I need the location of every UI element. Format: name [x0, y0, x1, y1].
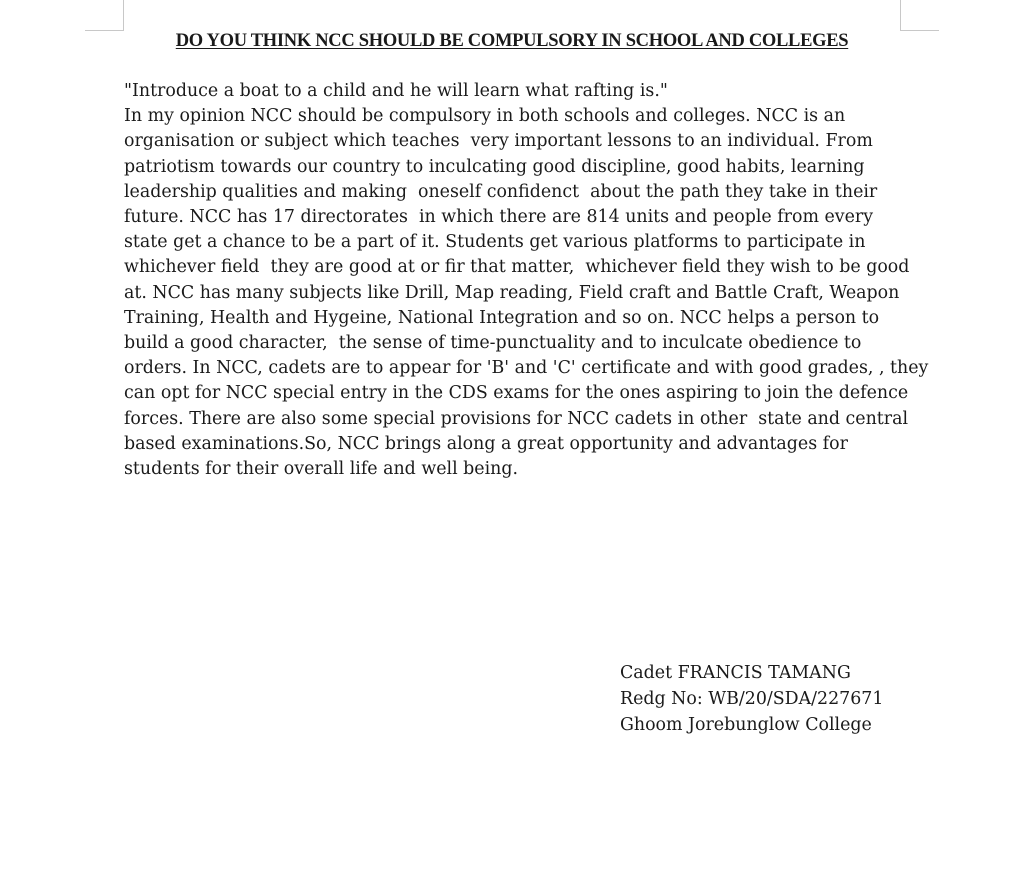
- signature-name: Cadet FRANCIS TAMANG: [620, 663, 851, 683]
- signature-registration: Redg No: WB/20/SDA/227671: [620, 689, 884, 709]
- essay-line: future. NCC has 17 directorates in which there are 814 units and people from every: [124, 207, 874, 228]
- signature-college: Ghoom Jorebunglow College: [620, 715, 872, 735]
- essay-line: based examinations.So, NCC brings along a great opportunity and advantages for: [124, 433, 848, 454]
- essay-line: state get a chance to be a part of it. Students get various platforms to participate in: [124, 232, 866, 253]
- essay-line: leadership qualities and making oneself confidenct about the path they take in their: [124, 181, 878, 202]
- essay-line: build a good character, the sense of time-punctuality and to inculcate obedience to: [124, 333, 862, 354]
- essay-line: whichever field they are good at or fir that matter, whichever field they wish to be good: [124, 257, 910, 278]
- signature-block: [620, 660, 883, 738]
- page-corner-mark-top-left: [85, 0, 124, 31]
- essay-line: orders. In NCC, cadets are to appear for 'B' and 'C' certificate and with good grades, , they: [124, 358, 929, 379]
- essay-line: at. NCC has many subjects like Drill, Map reading, Field craft and Battle Craft, Weapon: [124, 282, 900, 303]
- essay-line: organisation or subject which teaches very important lessons to an individual. From: [124, 131, 873, 152]
- essay-line: students for their overall life and well being.: [124, 459, 519, 480]
- essay-line: Training, Health and Hygeine, National Integration and so on. NCC helps a person to: [124, 307, 880, 328]
- essay-line: In my opinion NCC should be compulsory in both schools and colleges. NCC is an: [124, 106, 846, 127]
- essay-body: [124, 79, 929, 482]
- essay-line: patriotism towards our country to inculcating good discipline, good habits, learning: [124, 156, 865, 177]
- page-corner-mark-top-right: [900, 0, 939, 31]
- essay-line: forces. There are also some special provisions for NCC cadets in other state and central: [124, 408, 909, 429]
- essay-line: can opt for NCC special entry in the CDS exams for the ones aspiring to join the defence: [124, 383, 909, 404]
- essay-line: "Introduce a boat to a child and he will learn what rafting is.": [124, 81, 668, 101]
- document-title: DO YOU THINK NCC SHOULD BE COMPULSORY IN SCHOOL AND COLLEGES: [175, 31, 849, 51]
